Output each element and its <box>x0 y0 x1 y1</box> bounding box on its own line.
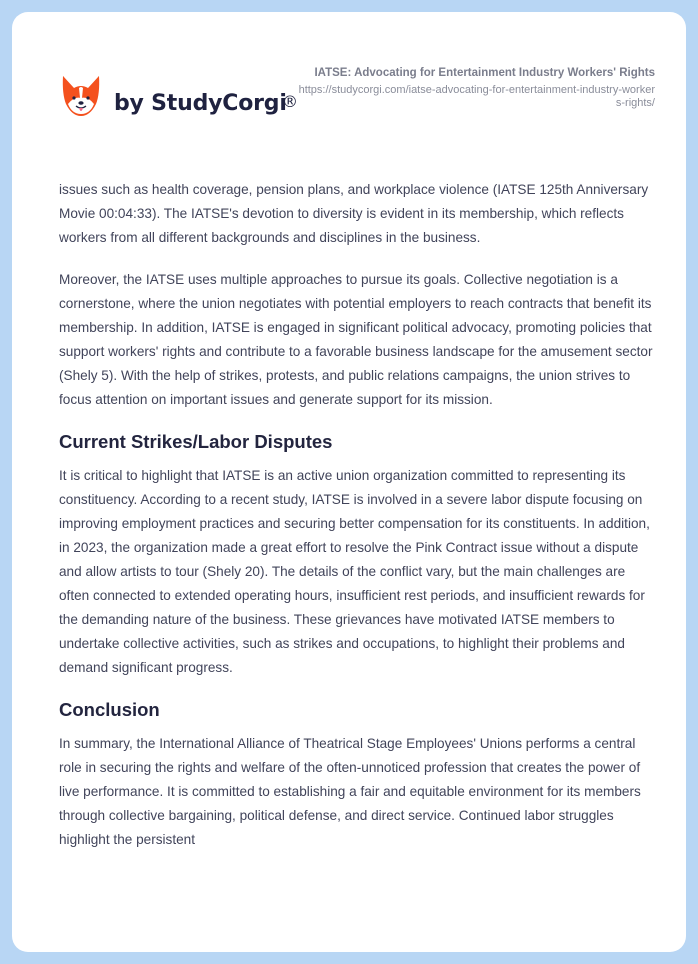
document-title: IATSE: Advocating for Entertainment Industry Workers' Rights <box>314 67 655 79</box>
corgi-logo-icon <box>60 74 102 120</box>
document-url-link[interactable]: https://studycorgi.com/iatse-advocating-for-entertainment-industry-workers-rights/ <box>298 84 655 109</box>
document-header <box>12 12 686 162</box>
studycorgi-logo-link[interactable] <box>60 74 298 120</box>
logo-text: by StudyCorgi <box>114 90 287 116</box>
document-meta <box>295 66 655 110</box>
paragraph: issues such as health coverage, pension plans, and workplace violence (IATSE 125th Anniversary Movie 00:04:33). The IATSE's devotion to diversity is evident in its membership, which reflects workers from all different backgrounds and disciplines in the business. <box>59 182 649 245</box>
document-card <box>12 12 686 952</box>
registered-mark: ® <box>282 92 298 111</box>
section-heading-current-strikes: Current Strikes/Labor Disputes <box>59 431 333 452</box>
paragraph: Moreover, the IATSE uses multiple approaches to pursue its goals. Collective negotiation is a cornerstone, where the union negotiates with potential employers to reach contracts that benefit its membership. In addition, IATSE is engaged in significant political advocacy, promoting policies that support workers' rights and contribute to a favorable business landscape for the amusement sector (Shely 5). With the help of strikes, protests, and public relations campaigns, the union strives to focus attention on important issues and generate support for its mission. <box>59 272 653 407</box>
article-body <box>59 178 659 870</box>
section-heading-conclusion: Conclusion <box>59 699 160 720</box>
paragraph: It is critical to highlight that IATSE is an active union organization committed to representing its constituency. According to a recent study, IATSE is involved in a severe labor dispute focusing on improving employment practices and securing better compensation for its constituents. In addition, in 2023, the organization made a great effort to resolve the Pink Contract issue without a dispute and allow artists to tour (Shely 20). The details of the conflict vary, but the main challenges are often connected to extended operating hours, insufficient rest periods, and insufficient rewards for the demanding nature of the business. These grievances have motivated IATSE members to undertake collective activities, such as strikes and occupations, to highlight their problems and demand significant progress. <box>59 468 650 675</box>
paragraph: In summary, the International Alliance of Theatrical Stage Employees' Unions performs a central role in securing the rights and welfare of the often-unnoticed profession that creates the power of live performance. It is committed to establishing a fair and equitable environment for its members through collective bargaining, political defense, and direct service. Continued labor struggles highlight the persistent <box>59 736 641 847</box>
